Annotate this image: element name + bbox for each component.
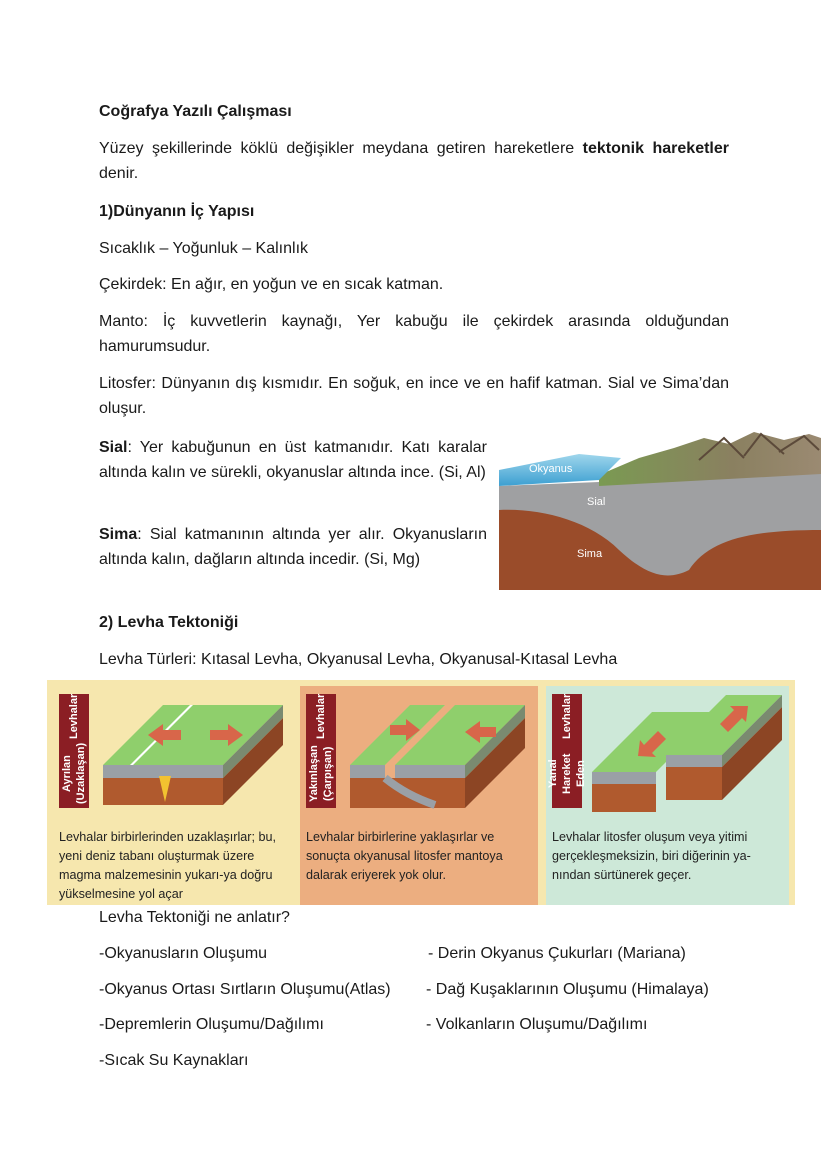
sial-term: Sial xyxy=(99,439,128,456)
sima-text: : Sial katmanının altında yer alır. Okyanusların altında kalın, dağların altında incedir. (Si, Mg) xyxy=(99,526,487,568)
crust-layers-figure xyxy=(499,430,821,590)
section2-heading: 2) Levha Tektoniği xyxy=(99,614,239,631)
sima-label: Sima xyxy=(577,548,603,560)
properties-line: Sıcaklık – Yoğunluk – Kalınlık xyxy=(99,240,309,257)
litosfer-paragraph: Litosfer: Dünyanın dış kısmıdır. En soğuk, en ince ve en hafif katman. Sial ve Sima’dan oluşur. xyxy=(99,375,729,417)
list-right-item: - Volkanların Oluşumu/Dağılımı xyxy=(426,1016,648,1033)
list-left-item: -Sıcak Su Kaynakları xyxy=(99,1052,249,1069)
convergent-label: Yakınlaşan (Çarpışan) Levhalar xyxy=(306,694,336,808)
list-right-item: - Derin Okyanus Çukurları (Mariana) xyxy=(428,945,686,962)
transform-label: Yanal Hareket Eden Levhalar xyxy=(552,694,582,808)
intro-text-start: Yüzey şekillerinde köklü değişikler meydana getiren hareketlere xyxy=(99,140,583,157)
list-left-item: -Okyanus Ortası Sırtların Oluşumu(Atlas) xyxy=(99,981,391,998)
section1-heading: 1)Dünyanın İç Yapısı xyxy=(99,203,255,220)
list-left-item: -Okyanusların Oluşumu xyxy=(99,945,268,962)
divergent-panel xyxy=(53,686,298,905)
convergent-panel xyxy=(300,686,538,905)
list-right-item: - Dağ Kuşaklarının Oluşumu (Himalaya) xyxy=(426,981,709,998)
divergent-diagram xyxy=(93,690,293,820)
convergent-caption: Levhalar birbirlerine yaklaşırlar ve sonuçta okyanusal litosfer mantoya dalarak eriyerek yok olur. xyxy=(306,830,503,882)
tectonics-question: Levha Tektoniği ne anlatır? xyxy=(99,909,290,926)
transform-panel xyxy=(546,686,789,905)
sima-term: Sima xyxy=(99,526,138,543)
cekirdek-line: Çekirdek: En ağır, en yoğun ve en sıcak katman. xyxy=(99,276,444,293)
sial-paragraph xyxy=(99,435,487,485)
list-left-item: -Depremlerin Oluşumu/Dağılımı xyxy=(99,1016,324,1033)
convergent-diagram xyxy=(340,690,535,820)
divergent-label: Ayrılan (Uzaklaşan) Levhalar xyxy=(59,694,89,808)
manto-paragraph: Manto: İç kuvvetlerin kaynağı, Yer kabuğu ile çekirdek arasında olduğundan hamurumsudur. xyxy=(99,313,729,355)
transform-diagram xyxy=(586,690,786,820)
sial-text: : Yer kabuğunun en üst katmanıdır. Katı karalar altında kalın ve sürekli, okyanuslar altında ince. (Si, Al) xyxy=(99,439,487,481)
sima-paragraph xyxy=(99,522,487,572)
intro-paragraph xyxy=(99,136,729,186)
intro-bold-term: tektonik hareketler xyxy=(582,140,729,157)
plate-boundaries-figure xyxy=(47,680,795,905)
sial-label: Sial xyxy=(587,496,606,508)
plate-types-line: Levha Türleri: Kıtasal Levha, Okyanusal Levha, Okyanusal-Kıtasal Levha xyxy=(99,651,618,668)
ocean-label: Okyanus xyxy=(529,463,573,475)
document-title: Coğrafya Yazılı Çalışması xyxy=(99,103,292,120)
divergent-caption: Levhalar birbirlerinden uzaklaşırlar; bu, yeni deniz tabanı oluşturmak üzere magma malzemesinin yukarı-ya doğru yükselmesine yol açar xyxy=(59,830,277,901)
transform-caption: Levhalar litosfer oluşum veya yitimi gerçekleşmeksizin, biri diğerinin ya-nından sürtünerek geçer. xyxy=(552,830,751,882)
intro-text-end: denir. xyxy=(99,165,139,182)
